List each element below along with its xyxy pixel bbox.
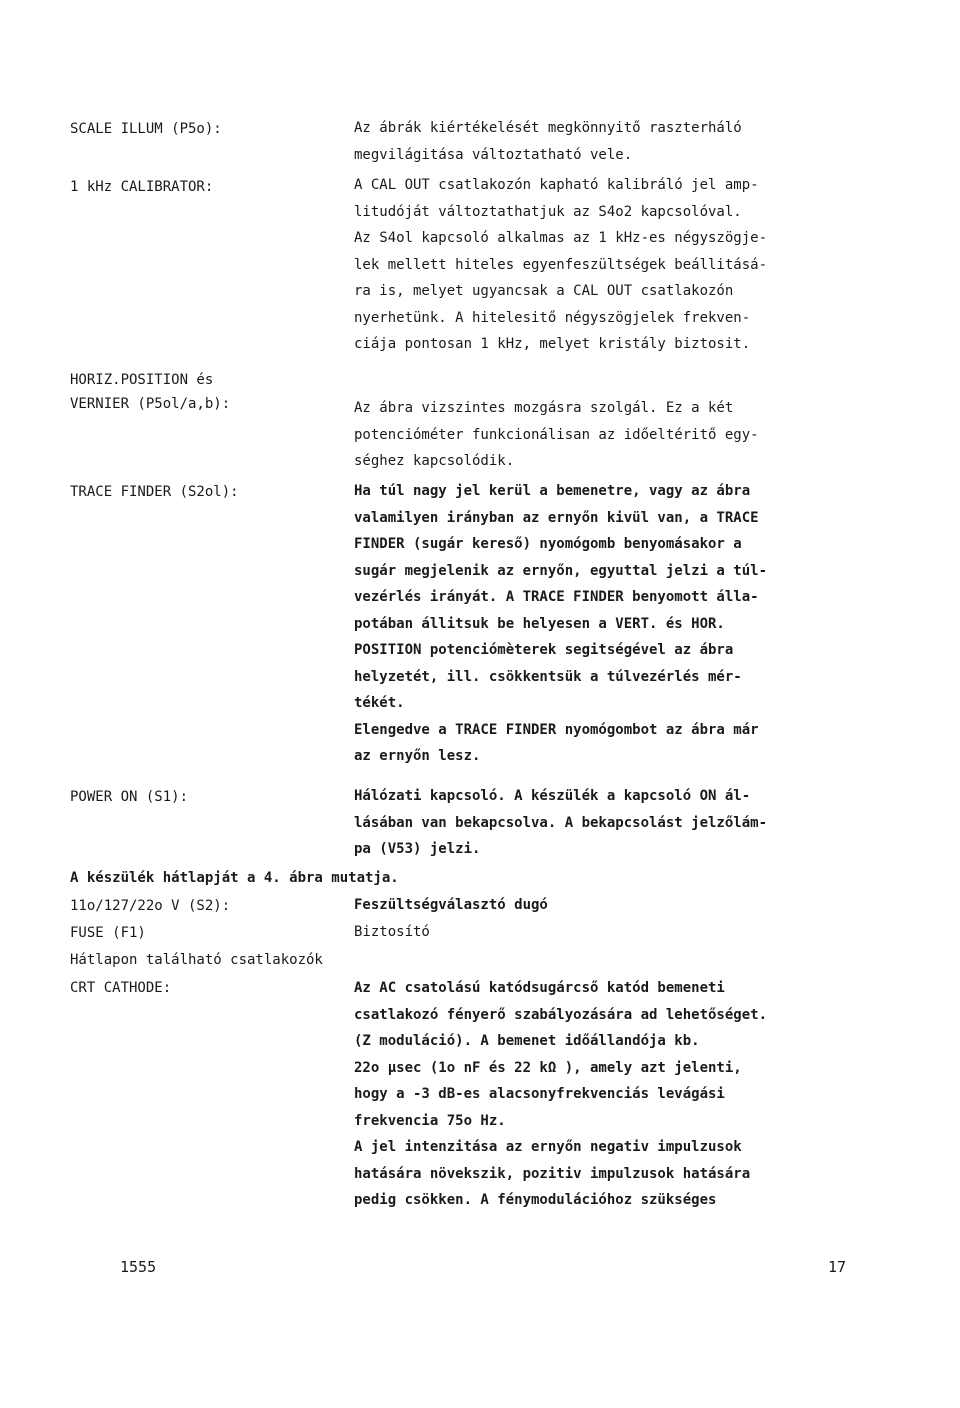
text-line: megvilágitása változtatható vele.	[354, 146, 633, 163]
entry-description	[354, 115, 914, 168]
text-line: Az S4ol kapcsoló alkalmas az 1 kHz-es négyszögje-	[354, 230, 768, 246]
text-line: helyzetét, ill. csökkentsük a túlvezérlés mér-	[354, 668, 742, 685]
text-line: Ha túl nagy jel kerül a bemenetre, vagy az ábra	[354, 483, 751, 499]
entry-description	[354, 783, 914, 863]
entry-description	[354, 478, 914, 770]
text-line: potában állitsuk be helyesen a VERT. és HOR.	[354, 615, 725, 632]
text-line: hogy a -3 dB-es alacsonyfrekvenciás levágási	[354, 1086, 725, 1102]
text-line: tékét.	[354, 695, 405, 711]
entry-label: 1 kHz CALIBRATOR:	[70, 179, 214, 195]
rear-panel-intro: A készülék hátlapját a 4. ábra mutatja.	[70, 870, 399, 886]
text-line: A CAL OUT csatlakozón kapható kalibráló jel amp-	[354, 177, 759, 193]
text-line: lásában van bekapcsolva. A bekapcsolást jelzőlám-	[354, 814, 768, 831]
text-line: lek mellett hiteles egyenfeszültségek beállitásá-	[354, 256, 768, 273]
text-line: séghez kapcsolódik.	[354, 453, 515, 469]
text-line: Az AC csatolású katódsugárcső katód bemeneti	[354, 980, 725, 996]
text-line: vezérlés irányát. A TRACE FINDER benyomott álla-	[354, 589, 759, 605]
text-line: csatlakozó fényerő szabályozására ad lehetőséget.	[354, 1006, 768, 1023]
text-line: sugár megjelenik az ernyőn, egyuttal jelzi a túl-	[354, 562, 768, 579]
entry-label: TRACE FINDER (S2ol):	[70, 484, 239, 500]
text-line: POSITION potenciómèterek segitségével az ábra	[354, 642, 734, 658]
text-line: Hálózati kapcsoló. A készülék a kapcsoló ON ál-	[354, 788, 751, 804]
entry-description	[354, 395, 914, 475]
entry-label: 11o/127/22o V (S2):	[70, 898, 231, 914]
text-line: Az ábrák kiértékelését megkönnyitő raszterháló	[354, 120, 742, 136]
text-line: potencióméter funkcionálisan az időeltéritő egy-	[354, 426, 759, 443]
text-line: az ernyőn lesz.	[354, 748, 481, 764]
rear-connectors-heading: Hátlapon található csatlakozók	[70, 952, 323, 968]
entry-label: SCALE ILLUM (P5o):	[70, 121, 222, 137]
text-line: (Z moduláció). A bemenet időállandója kb.	[354, 1033, 700, 1049]
text-line: pa (V53) jelzi.	[354, 841, 481, 857]
entry-description	[354, 172, 914, 358]
text-line: pedig csökken. A fénymodulációhoz szükséges	[354, 1192, 717, 1208]
text-line: ra is, melyet ugyancsak a CAL OUT csatlakozón	[354, 283, 734, 299]
label-line: HORIZ.POSITION és	[70, 372, 214, 388]
text-line: Elengedve a TRACE FINDER nyomógombot az ábra már	[354, 721, 759, 738]
text-line: 22o μsec (1o nF és 22 kΩ ), amely azt jelenti,	[354, 1059, 742, 1076]
text-line: FINDER (sugár kereső) nyomógomb benyomásakor a	[354, 536, 742, 552]
text-line: frekvencia 75o Hz.	[354, 1112, 506, 1129]
entry-label: POWER ON (S1):	[70, 789, 189, 805]
text-line: Az ábra vizszintes mozgásra szolgál. Ez a két	[354, 400, 734, 416]
entry-label: CRT CATHODE:	[70, 980, 172, 996]
text-line: A jel intenzitása az ernyőn negativ impulzusok	[354, 1139, 742, 1155]
text-line: nyerhetünk. A hitelesitő négyszögjelek frekven-	[354, 309, 751, 326]
text-line: ciája pontosan 1 kHz, melyet kristály biztosit.	[354, 336, 751, 352]
entry-label	[70, 368, 350, 416]
entry-description	[354, 975, 914, 1214]
text-line: valamilyen irányban az ernyőn kivül van, a TRACE	[354, 509, 759, 526]
text-line: litudóját változtathatjuk az S4o2 kapcsolóval.	[354, 203, 742, 220]
entry-description: Feszültségválasztó dugó	[354, 897, 548, 913]
text-line: hatására növekszik, pozitiv impulzusok hatására	[354, 1165, 751, 1182]
label-line: VERNIER (P5ol/a,b):	[70, 396, 231, 412]
entry-label: FUSE (F1)	[70, 925, 146, 941]
entry-description: Biztosító	[354, 924, 430, 940]
footer-left-number: 1555	[120, 1258, 157, 1276]
page-number: 17	[828, 1258, 847, 1276]
